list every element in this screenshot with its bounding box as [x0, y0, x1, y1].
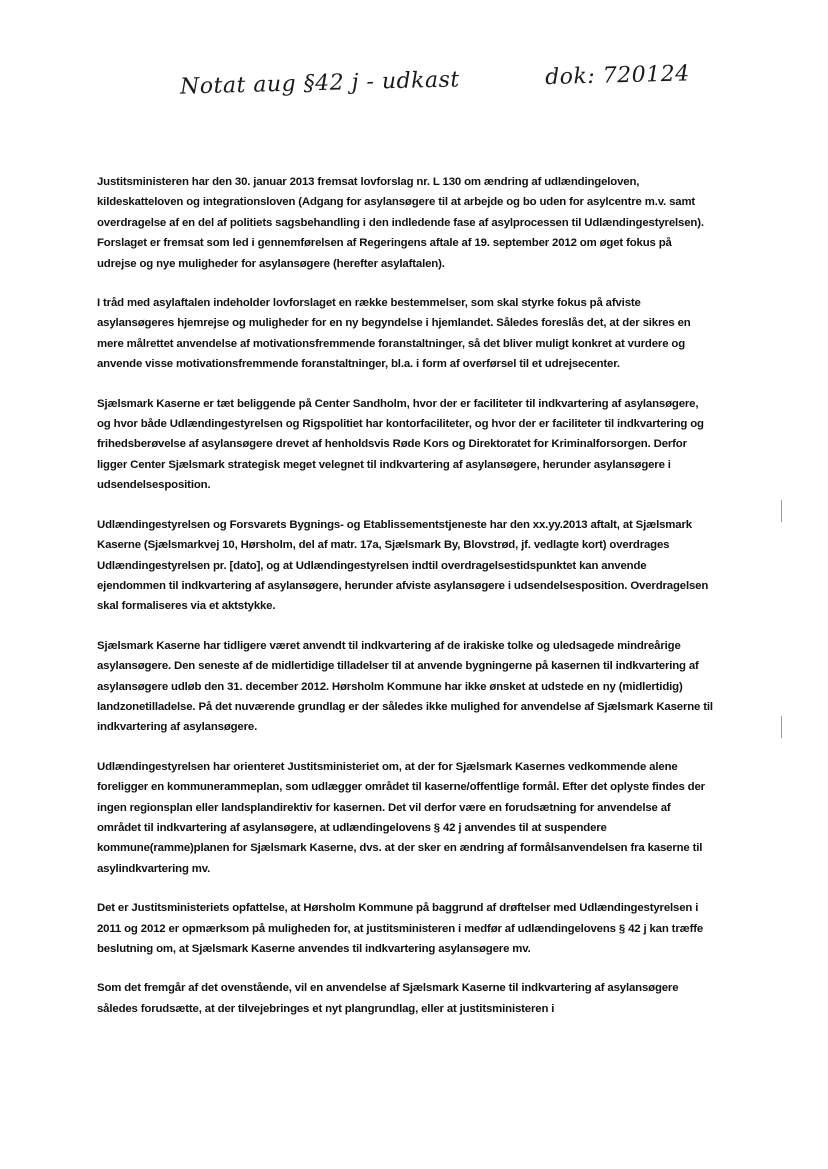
- handwritten-title: Notat aug §42 j - udkast: [179, 67, 461, 100]
- paragraph-4: Udlændingestyrelsen og Forsvarets Bygnings- og Etablissementstjeneste har den xx.yy.2013 aftalt, at Sjælsmark Kaserne (Sjælsmarkvej 10, Hørsholm, del af matr. 17a, Sjælsmark By, Blovstrød, jf. vedlagte kort) overdrages Udlændingestyrelsen pr. [dato], og at Udlændingestyrelsen indtil overdragelsestidspunktet kan anvende ejendommen til indkvartering af asylansøgere, herunder afviste asylansøgere i udsendelsesposition. Overdragelsen skal formaliseres via et aktstykke.: [97, 518, 709, 613]
- paragraph-6: Udlændingestyrelsen har orienteret Justitsministeriet om, at der for Sjælsmark Kasernes vedkommende alene foreligger en kommunerammeplan, som udlægger området til kaserne/offentlige formål. Efter det oplyste findes der ingen regionsplan eller landsplandirektiv for kasernen. Det vil derfor være en forudsætning for anvendelse af området til indkvartering af asylansøgere, at udlændingelovens § 42 j anvendes til at suspendere kommune(ramme)planen for Sjælsmark Kaserne, dvs. at der sker en ændring af formålsanvendelsen fra kaserne til asylindkvartering mv.: [97, 760, 705, 875]
- paragraph-1: Justitsministeren har den 30. januar 2013 fremsat lovforslag nr. L 130 om ændring af udlændingeloven, kildeskatteloven og integrationsloven (Adgang for asylansøgere til at arbejde og bo uden for asylcentre m.v. samt overdragelse af en del af politiets sagsbehandling i den indledende fase af asylprocessen til Udlændingestyrelsen). Forslaget er fremsat som led i gennemførelsen af Regeringens aftale af 19. september 2012 om øget fokus på udrejse og nye muligheder for asylansøgere (herefter asylaftalen).: [97, 176, 704, 270]
- margin-scan-mark: [781, 500, 782, 522]
- paragraph-8: Som det fremgår af det ovenstående, vil en anvendelse af Sjælsmark Kaserne til indkvartering af asylansøgere således forudsætte, at der tilvejebringes et nyt plangrundlag, eller at justitsministeren i: [97, 982, 679, 1015]
- paragraph-5: Sjælsmark Kaserne har tidligere været anvendt til indkvartering af de irakiske tolke og uledsagede mindreårige asylansøgere. Den seneste af de midlertidige tilladelser til at anvende bygningerne på kasernen til indkvartering af asylansøgere udløb den 31. december 2012. Hørsholm Kommune har ikke ønsket at udstede en ny (midlertidig) landzonetilladelse. På det nuværende grundlag er der således ikke mulighed for anvendelse af Sjælsmark Kaserne til indkvartering af asylansøgere.: [97, 639, 713, 734]
- handwritten-doc-ref: dok: 720124: [544, 61, 691, 91]
- paragraph-3: Sjælsmark Kaserne er tæt beliggende på Center Sandholm, hvor der er faciliteter til indkvartering af asylansøgere, og hvor både Udlændingestyrelsen og Rigspolitiet har kontorfaciliteter, og hvor der er faciliteter til indkvartering og frihedsberøvelse af asylansøgere drevet af henholdsvis Røde Kors og Direktoratet for Kriminalforsorgen. Derfor ligger Center Sjælsmark strategisk meget velegnet til indkvartering af asylansøgere, herunder asylansøgere i udsendelsesposition.: [97, 397, 704, 492]
- handwritten-annotation: [180, 61, 690, 99]
- paragraph-7: Det er Justitsministeriets opfattelse, at Hørsholm Kommune på baggrund af drøftelser med Udlændingestyrelsen i 2011 og 2012 er opmærksom på muligheden for, at justitsministeren i medfør af udlændingelovens § 42 j kan træffe beslutning om, at Sjælsmark Kaserne anvendes til indkvartering asylansøgere mv.: [97, 902, 704, 955]
- paragraph-2: I tråd med asylaftalen indeholder lovforslaget en række bestemmelser, som skal styrke fokus på afviste asylansøgeres hjemrejse og muligheder for en ny begyndelse i hjemlandet. Således foreslås det, at der sikres en mere målrettet anvendelse af motivationsfremmende foranstaltninger, så det bliver muligt konkret at vurdere og anvende visse motivationsfremmende foranstaltninger, bl.a. i form af overførsel til et udrejsecenter.: [97, 297, 691, 371]
- margin-scan-mark: [781, 716, 782, 738]
- document-body: [97, 172, 713, 1038]
